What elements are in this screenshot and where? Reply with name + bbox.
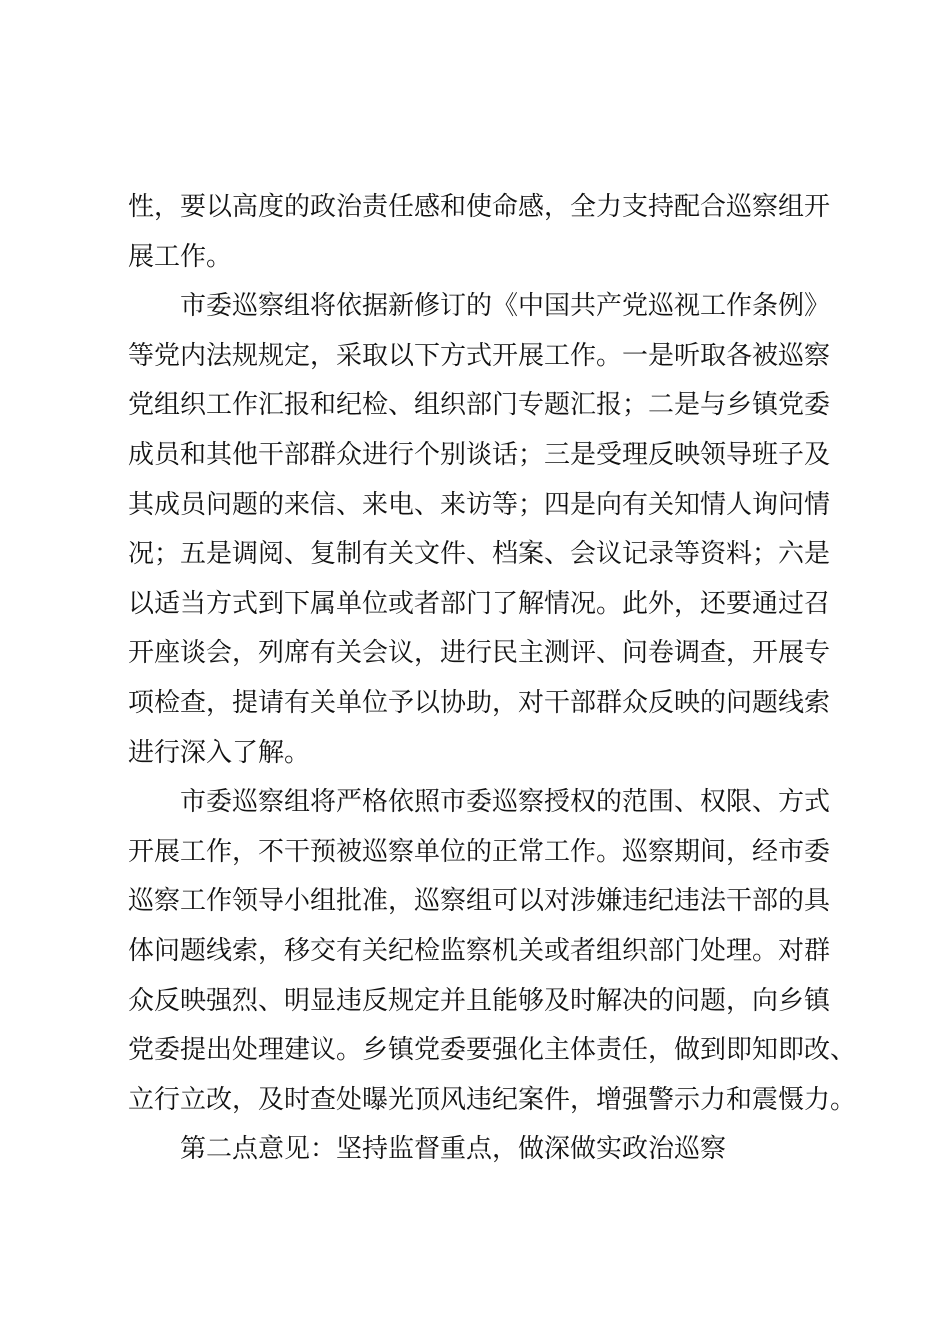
text-line: 党组织工作汇报和纪检、组织部门专题汇报；二是与乡镇党委 (128, 390, 831, 421)
text-line: 等党内法规规定，采取以下方式开展工作。一是听取各被巡察 (128, 340, 831, 371)
text-line: 成员和其他干部群众进行个别谈话；三是受理反映领导班子及 (128, 439, 831, 470)
text-line: 以适当方式到下属单位或者部门了解情况。此外，还要通过召 (128, 588, 831, 619)
text-line: 项检查，提请有关单位予以协助，对干部群众反映的问题线索 (128, 687, 831, 718)
text-line: 党委提出处理建议。乡镇党委要强化主体责任，做到即知即改、 (128, 1035, 857, 1066)
text-line: 开座谈会，列席有关会议，进行民主测评、问卷调查，开展专 (128, 638, 831, 669)
text-line: 况；五是调阅、复制有关文件、档案、会议记录等资料；六是 (128, 539, 831, 570)
text-line: 市委巡察组将严格依照市委巡察授权的范围、权限、方式 (180, 787, 831, 818)
text-line: 开展工作，不干预被巡察单位的正常工作。巡察期间，经市委 (128, 836, 831, 867)
text-line: 第二点意见：坚持监督重点，做深做实政治巡察 (180, 1134, 727, 1165)
text-line: 性，要以高度的政治责任感和使命感，全力支持配合巡察组开 (128, 192, 831, 222)
text-line: 体问题线索，移交有关纪检监察机关或者组织部门处理。对群 (128, 935, 831, 966)
text-line: 市委巡察组将依据新修订的《中国共产党巡视工作条例》 (180, 291, 831, 322)
text-line: 展工作。 (128, 241, 233, 272)
text-line: 众反映强烈、明显违反规定并且能够及时解决的问题，向乡镇 (128, 985, 831, 1016)
text-line: 巡察工作领导小组批准，巡察组可以对涉嫌违纪违法干部的具 (128, 886, 831, 917)
paragraph-2 (128, 282, 831, 778)
text-line: 立行立改，及时查处曝光顶风违纪案件，增强警示力和震慑力。 (128, 1084, 857, 1115)
text-line: 其成员问题的来信、来电、来访等；四是向有关知情人询问情 (128, 489, 831, 520)
document-body (128, 183, 857, 1175)
paragraph-3 (128, 778, 857, 1125)
text-line: 进行深入了解。 (128, 737, 311, 768)
section-heading (128, 1125, 828, 1175)
paragraph-1 (128, 183, 831, 282)
